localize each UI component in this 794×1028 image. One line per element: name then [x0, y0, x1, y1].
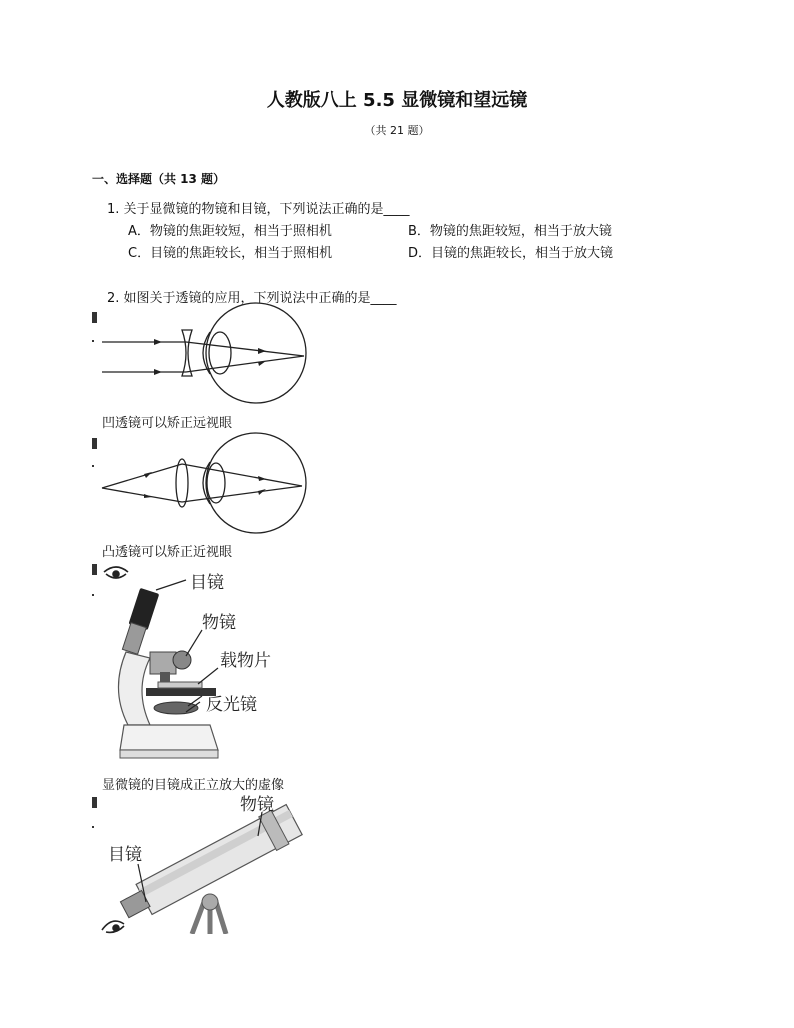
- option-marker-clipped: [92, 465, 94, 467]
- eye-icon: [102, 921, 124, 932]
- light-ray: [182, 464, 302, 486]
- option-marker-clipped: [92, 826, 94, 828]
- question-1-option-c[interactable]: C．目镜的焦距较长，相当于照相机: [128, 246, 333, 261]
- mirror-label: 反光镜: [206, 695, 257, 715]
- objective-label: 物镜: [202, 613, 236, 633]
- concave-lens-shape: [182, 330, 192, 376]
- question-1-option-a[interactable]: A．物镜的焦距较短，相当于照相机: [128, 224, 332, 239]
- eyeball-outline: [206, 303, 306, 403]
- arrow-icon: [144, 472, 152, 478]
- light-ray: [102, 464, 182, 488]
- figure-microscope: [98, 560, 298, 765]
- figure-a-caption: 凹透镜可以矫正远视眼: [102, 416, 233, 431]
- convex-lens-shape: [176, 459, 188, 507]
- light-ray: [182, 486, 302, 502]
- slide-label: 载物片: [220, 651, 271, 671]
- eyepiece-label: 目镜: [190, 573, 224, 593]
- option-marker-clipped: [92, 438, 97, 449]
- question-1-stem: 1. 关于显微镜的物镜和目镜，下列说法正确的是____: [107, 202, 410, 217]
- figure-eye-concave-lens: [98, 300, 318, 410]
- arrow-icon: [258, 476, 266, 481]
- option-marker-clipped: [92, 797, 97, 808]
- telescope-eyepiece-label: 目镜: [108, 845, 142, 865]
- telescope-objective-label: 物镜: [240, 795, 274, 815]
- figure-eye-convex-lens: [98, 428, 318, 538]
- light-ray: [102, 488, 182, 502]
- question-2-stem: 2. 如图关于透镜的应用，下列说法中正确的是____: [107, 291, 397, 306]
- question-count: （共 21 题）: [364, 124, 430, 137]
- question-1-option-d[interactable]: D．目镜的焦距较长，相当于放大镜: [408, 246, 614, 261]
- arrow-icon: [154, 339, 162, 345]
- option-marker-clipped: [92, 594, 94, 596]
- arrow-icon: [154, 369, 162, 375]
- figure-c-caption: 显微镜的目镜成正立放大的虚像: [102, 778, 285, 793]
- option-marker-clipped: [92, 340, 94, 342]
- eye-icon: [104, 567, 128, 578]
- figure-telescope: [98, 792, 308, 934]
- option-marker-clipped: [92, 564, 97, 575]
- page-title: 人教版八上 5.5 显微镜和望远镜: [266, 90, 528, 111]
- section-heading: 一、选择题（共 13 题）: [92, 172, 226, 186]
- arrow-icon: [258, 489, 266, 495]
- question-1-option-b[interactable]: B．物镜的焦距较短，相当于放大镜: [408, 224, 612, 239]
- arrow-icon: [258, 348, 266, 354]
- figure-b-caption: 凸透镜可以矫正近视眼: [102, 545, 233, 560]
- option-marker-clipped: [92, 312, 97, 323]
- eyeball-outline: [206, 433, 306, 533]
